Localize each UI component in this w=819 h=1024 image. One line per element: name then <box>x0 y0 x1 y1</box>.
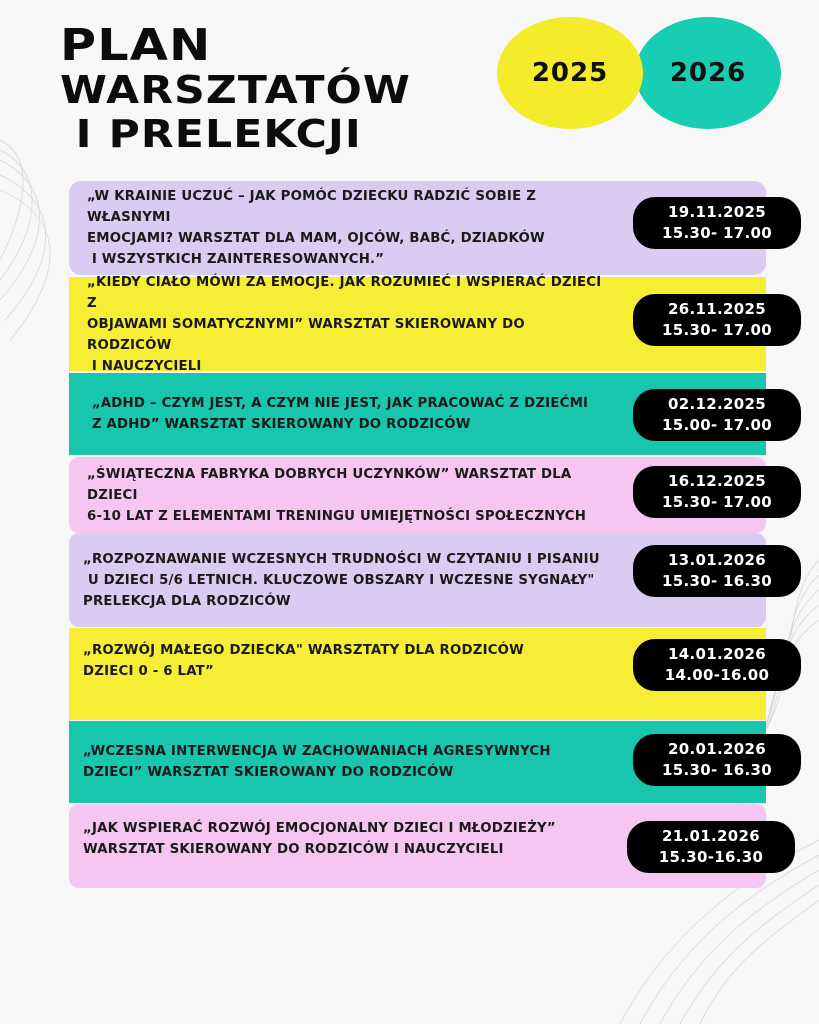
event-date-pill-2 <box>633 294 801 346</box>
event-time: 15.00- 17.00 <box>662 416 772 434</box>
event-time: 14.00-16.00 <box>664 666 770 684</box>
event-title: „KIEDY CIAŁO MÓWI ZA EMOCJE. JAK ROZUMIEĆ I WSPIERAĆ DZIECI Z OBJAWAMI SOMATYCZNYMI” WARSZTAT SKIEROWANY DO RODZICÓW I NAUCZYCIELI <box>87 274 602 374</box>
event-title: „ŚWIĄTECZNA FABRYKA DOBRYCH UCZYNKÓW” WARSZTAT DLA DZIECI 6-10 LAT Z ELEMENTAMI TRENINGU UMIEJĘTNOŚCI SPOŁECZNYCH <box>87 466 587 524</box>
event-date-pill-6 <box>633 639 801 691</box>
event-date: 26.11.2025 <box>668 300 766 318</box>
event-title: „ROZPOZNAWANIE WCZESNYCH TRUDNOŚCI W CZYTANIU I PISANIU U DZIECI 5/6 LETNICH. KLUCZOWE OBSZARY I WCZESNE SYGNAŁY" PRELEKCJA DLA RODZICÓW <box>83 551 600 609</box>
event-date-pill-3 <box>633 389 801 441</box>
title-line-2: WARSZTATÓW <box>60 68 411 112</box>
year-start-badge: 2025 <box>497 17 643 129</box>
event-title: „JAK WSPIERAĆ ROZWÓJ EMOCJONALNY DZIECI I MŁODZIEŻY” WARSZTAT SKIEROWANY DO RODZICÓW I NAUCZYCIELI <box>83 821 556 857</box>
event-date: 21.01.2026 <box>662 827 760 845</box>
event-time: 15.30- 17.00 <box>662 493 772 511</box>
event-date-pill-5 <box>633 545 801 597</box>
event-title: „ROZWÓJ MAŁEGO DZIECKA" WARSZTATY DLA RODZICÓW DZIECI 0 - 6 LAT” <box>83 643 525 679</box>
page-title <box>60 20 411 156</box>
event-title: „W KRAINIE UCZUĆ – JAK POMÓC DZIECKU RADZIĆ SOBIE Z WŁASNYMI EMOCJAMI? WARSZTAT DLA MAM, OJCÓW, BABĆ, DZIADKÓW I WSZYSTKICH ZAINTERESOWANYCH.” <box>87 189 545 267</box>
event-time: 15.30- 17.00 <box>662 224 772 242</box>
event-time: 15.30- 17.00 <box>662 321 772 339</box>
title-line-1: PLAN <box>60 20 212 71</box>
event-date: 20.01.2026 <box>668 740 766 758</box>
event-time: 15.30-16.30 <box>658 848 764 866</box>
event-date: 02.12.2025 <box>668 395 766 413</box>
event-date: 14.01.2026 <box>668 645 766 663</box>
event-title: „ADHD – CZYM JEST, A CZYM NIE JEST, JAK PRACOWAĆ Z DZIEĆMI Z ADHD” WARSZTAT SKIEROWANY DO RODZICÓW <box>87 396 589 432</box>
event-date: 16.12.2025 <box>668 472 766 490</box>
event-date: 13.01.2026 <box>668 551 766 569</box>
event-date-pill-7 <box>633 734 801 786</box>
event-date-pill-8 <box>627 821 795 873</box>
event-time: 15.30- 16.30 <box>662 761 772 779</box>
event-date-pill-1 <box>633 197 801 249</box>
title-line-3: I PRELEKCJI <box>75 112 362 156</box>
year-end-badge: 2026 <box>635 17 781 129</box>
event-time: 15.30- 16.30 <box>662 572 772 590</box>
event-title: „WCZESNA INTERWENCJA W ZACHOWANIACH AGRESYWNYCH DZIECI” WARSZTAT SKIEROWANY DO RODZICÓW <box>83 744 551 780</box>
event-date: 19.11.2025 <box>668 203 766 221</box>
event-date-pill-4 <box>633 466 801 518</box>
